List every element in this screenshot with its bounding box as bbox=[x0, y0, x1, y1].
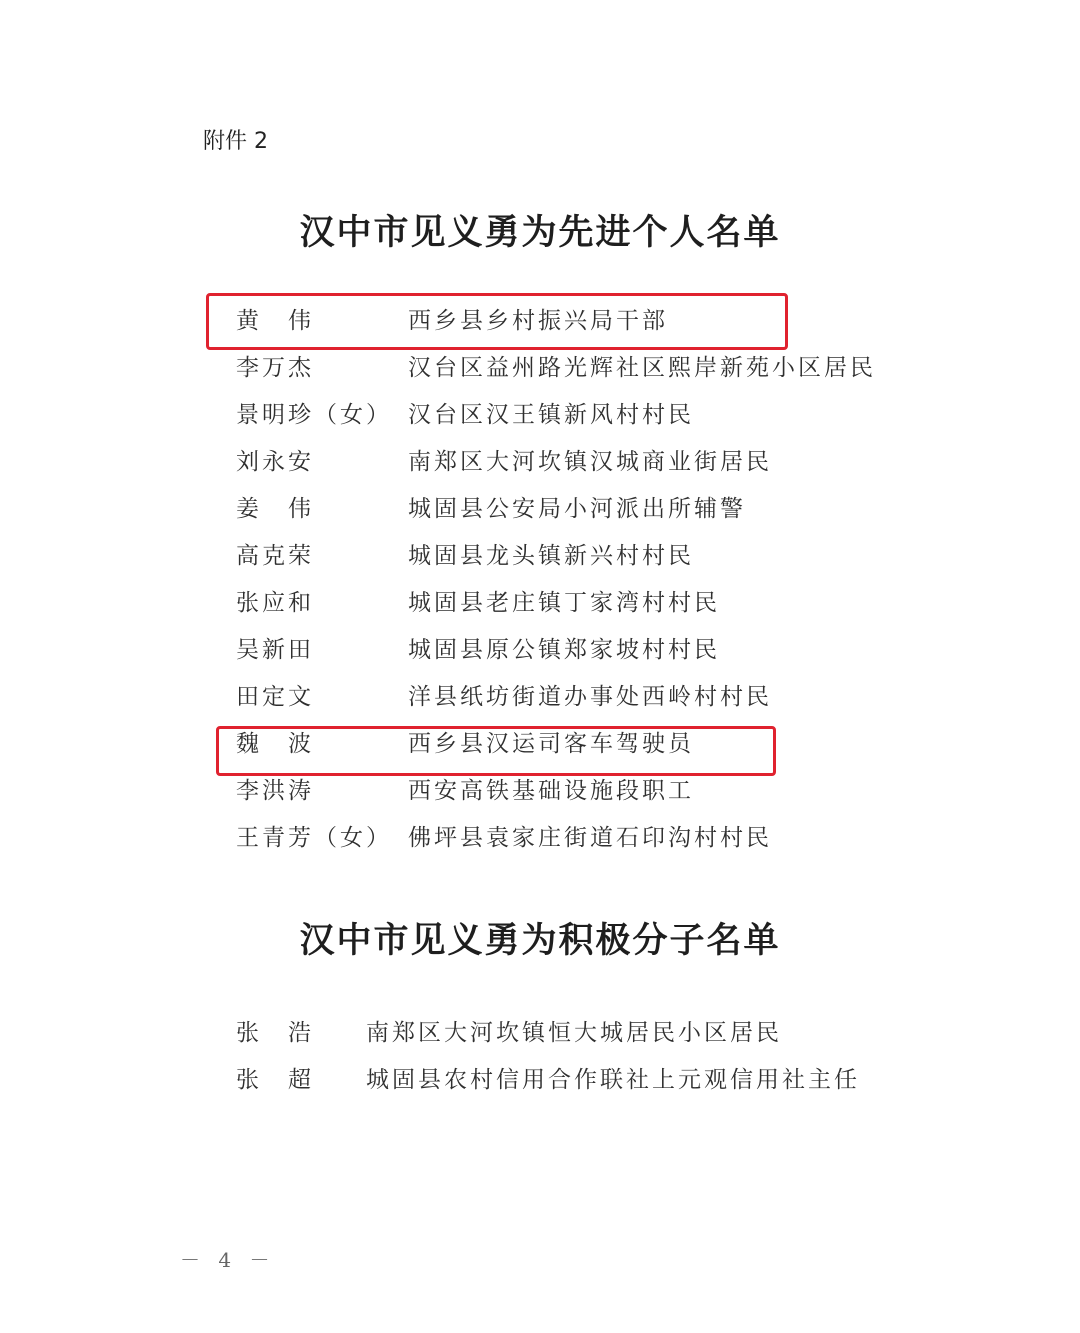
list-item bbox=[0, 773, 1080, 809]
section-title-active-participants: 汉中市见义勇为积极分子名单 bbox=[299, 920, 781, 961]
list-item bbox=[0, 350, 1080, 386]
person-name: 魏 波 bbox=[236, 731, 314, 757]
list-item bbox=[0, 679, 1080, 715]
list-item bbox=[0, 1062, 1080, 1098]
person-affiliation: 西乡县乡村振兴局干部 bbox=[408, 308, 668, 334]
person-affiliation: 城固县老庄镇丁家湾村村民 bbox=[408, 590, 720, 616]
list-item bbox=[0, 397, 1080, 433]
person-name: 李洪涛 bbox=[236, 778, 314, 804]
list-item bbox=[0, 538, 1080, 574]
person-affiliation: 佛坪县袁家庄街道石印沟村村民 bbox=[408, 825, 772, 851]
page-number: － 4 － bbox=[180, 1248, 276, 1272]
person-name: 吴新田 bbox=[236, 637, 314, 663]
person-affiliation: 南郑区大河坎镇汉城商业街居民 bbox=[408, 449, 772, 475]
section-title-advanced-individuals: 汉中市见义勇为先进个人名单 bbox=[299, 212, 781, 253]
person-name: 张应和 bbox=[236, 590, 314, 616]
person-affiliation: 城固县农村信用合作联社上元观信用社主任 bbox=[366, 1067, 860, 1093]
list-item bbox=[0, 820, 1080, 856]
person-affiliation: 汉台区益州路光辉社区熙岸新苑小区居民 bbox=[408, 355, 876, 381]
person-name: 姜 伟 bbox=[236, 496, 314, 522]
person-affiliation: 汉台区汉王镇新风村村民 bbox=[408, 402, 694, 428]
person-name: 张 超 bbox=[236, 1067, 314, 1093]
list-item bbox=[0, 491, 1080, 527]
list-item bbox=[0, 585, 1080, 621]
highlight-box-wei-bo bbox=[216, 726, 776, 776]
person-name: 刘永安 bbox=[236, 449, 314, 475]
person-affiliation: 西安高铁基础设施段职工 bbox=[408, 778, 694, 804]
highlight-box-huang-wei bbox=[206, 293, 788, 350]
person-name: 景明珍（女） bbox=[236, 402, 392, 428]
person-affiliation: 城固县龙头镇新兴村村民 bbox=[408, 543, 694, 569]
person-name: 李万杰 bbox=[236, 355, 314, 381]
person-affiliation: 南郑区大河坎镇恒大城居民小区居民 bbox=[366, 1020, 782, 1046]
person-name: 张 浩 bbox=[236, 1020, 314, 1046]
attachment-label: 附件 2 bbox=[203, 129, 268, 154]
list-item bbox=[0, 444, 1080, 480]
list-item bbox=[0, 632, 1080, 668]
person-name: 高克荣 bbox=[236, 543, 314, 569]
person-name: 黄 伟 bbox=[236, 308, 314, 334]
person-name: 王青芳（女） bbox=[236, 825, 392, 851]
list-item bbox=[0, 1015, 1080, 1051]
person-affiliation: 西乡县汉运司客车驾驶员 bbox=[408, 731, 694, 757]
person-affiliation: 洋县纸坊街道办事处西岭村村民 bbox=[408, 684, 772, 710]
person-name: 田定文 bbox=[236, 684, 314, 710]
person-affiliation: 城固县原公镇郑家坡村村民 bbox=[408, 637, 720, 663]
person-affiliation: 城固县公安局小河派出所辅警 bbox=[408, 496, 746, 522]
